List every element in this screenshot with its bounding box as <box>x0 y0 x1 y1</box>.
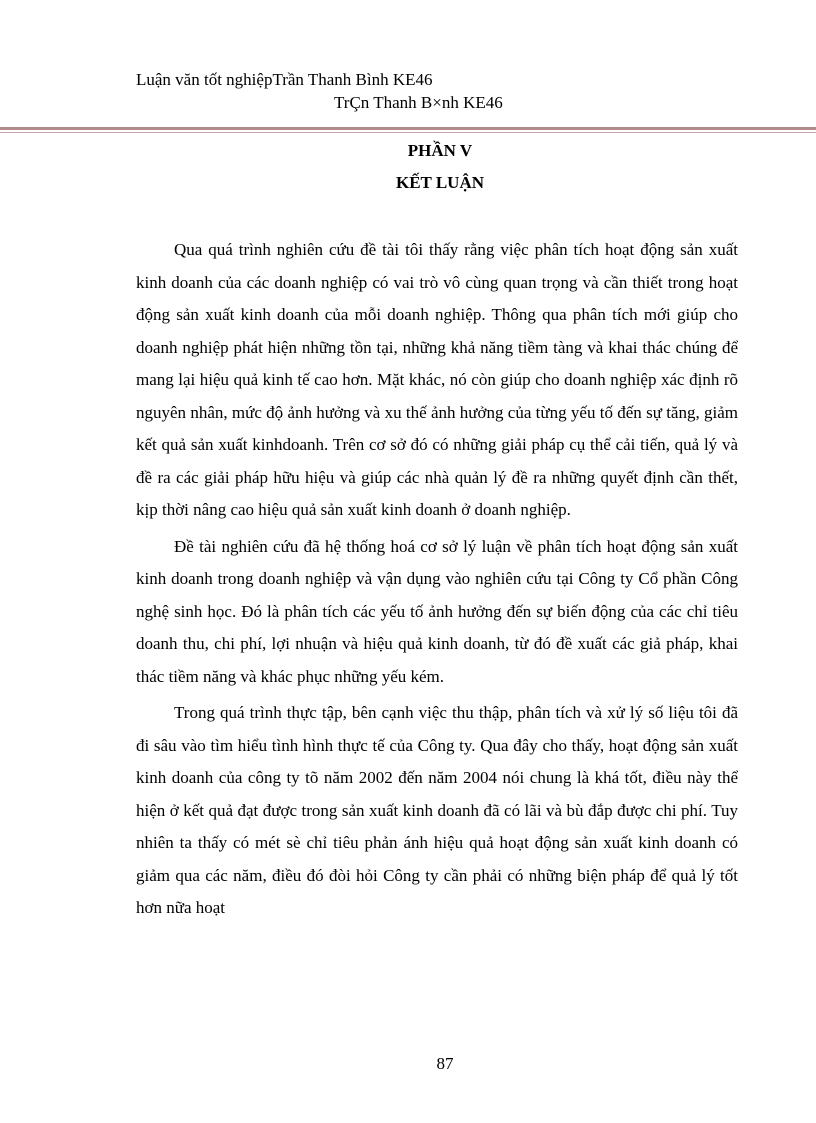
header-rule-thick <box>0 127 816 130</box>
part-title: PHẦN V <box>407 141 473 160</box>
paragraph: Đề tài nghiên cứu đã hệ thống hoá cơ sở lý luận về phân tích hoạt động sản xuất kinh doanh trong doanh nghiệp và vận dụng vào nghiên cứu tại Công ty Cổ phần Công nghệ sinh học. Đó là phân tích các yếu tố ảnh hưởng đến sự biến động của các chỉ tiêu doanh thu, chi phí, lợi nhuận và hiệu quả kinh doanh, từ đó đề xuất các giả pháp, khai thác tiềm năng và khác phục những yếu kém. <box>136 536 738 686</box>
body-text <box>136 234 738 925</box>
chapter-title: KẾT LUẬN <box>395 173 484 192</box>
running-header-line-2: TrÇn Thanh B×nh KE46 <box>334 93 503 112</box>
paragraph: Qua quá trình nghiên cứu đề tài tôi thấy rằng việc phân tích hoạt động sản xuất kinh doanh của các doanh nghiệp có vai trò vô cùng quan trọng và cần thiết trong hoạt động sản xuất kinh doanh của mỗi doanh nghiệp. Thông qua phân tích mới giúp cho doanh nghiệp phát hiện những tồn tại, những khả năng tiềm tàng và khai thác chúng để mang lại hiệu quả kinh tế cao hơn. Mặt khác, nó còn giúp cho doanh nghiệp xác định rõ nguyên nhân, mức độ ảnh hưởng và xu thế ảnh hưởng của từng yếu tố đến sự tăng, giảm kết quả sản xuất kinhdoanh. Trên cơ sở đó có những giải pháp cụ thể cải tiến, quả lý và đề ra các giải pháp hữu hiệu và giúp các nhà quản lý đề ra những quyết định cần thết, kịp thời nâng cao hiệu quả sản xuất kinh doanh ở doanh nghiệp. <box>136 240 738 519</box>
running-header-line-1: Luận văn tốt nghiệpTrần Thanh Bình KE46 <box>136 70 433 89</box>
paragraph: Trong quá trình thực tập, bên cạnh việc thu thập, phân tích và xử lý số liệu tôi đã đi sâu vào tìm hiểu tình hình thực tế của Công ty. Qua đây cho thấy, hoạt động sản xuất kinh doanh của công ty tõ năm 2002 đến năm 2004 nói chung là khá tốt, điều này thể hiện ở kết quả đạt được trong sản xuất kinh doanh đã có lãi và bù đắp được chi phí. Tuy nhiên ta thấy có mét sè chỉ tiêu phản ánh hiệu quả hoạt động sản xuất kinh doanh có giảm qua các năm, điều đó đòi hỏi Công ty cần phải có những biện pháp để quả lý tốt hơn nữa hoạt <box>136 703 738 917</box>
page-number: 87 <box>436 1054 454 1073</box>
header-rule-thin <box>0 132 816 133</box>
